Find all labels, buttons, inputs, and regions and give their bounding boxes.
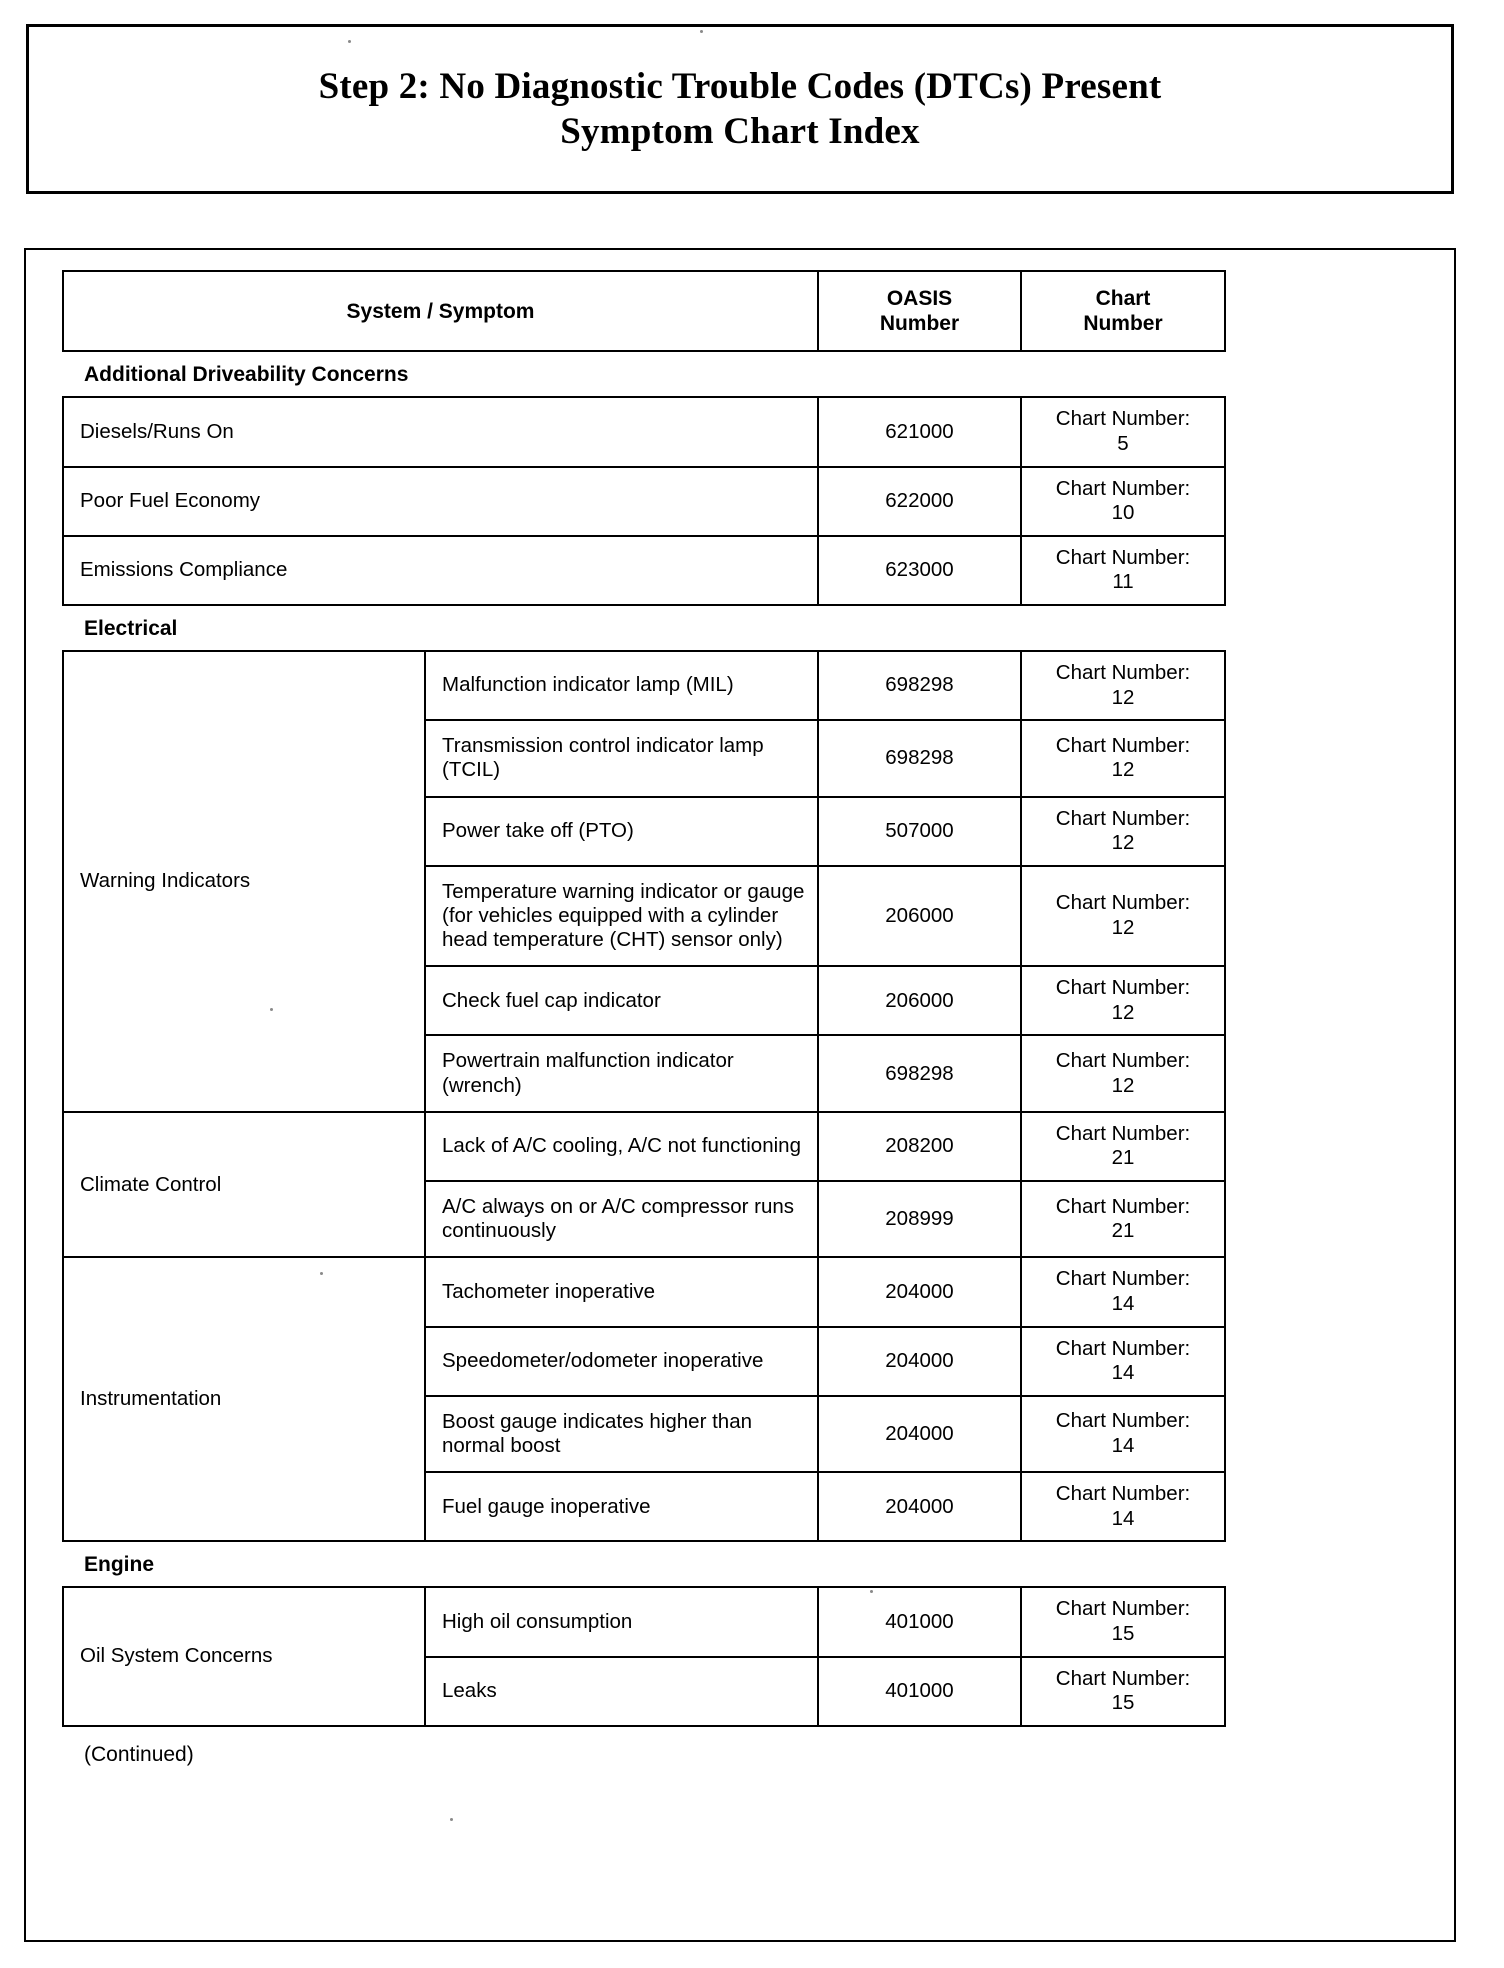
oasis-cell: 401000 [818,1657,1021,1726]
symptom-cell: Speedometer/odometer inoperative [425,1327,818,1396]
oasis-cell: 623000 [818,536,1021,605]
table-row [63,1112,1225,1181]
page-title-line-1: Step 2: No Diagnostic Trouble Codes (DTCs) Present [318,65,1162,107]
chart-label: Chart Number: [1055,976,1191,1000]
section-heading-engine: Engine [84,1553,155,1577]
chart-cell [1021,651,1225,720]
chart-cell [1021,1327,1225,1396]
symptom-cell: Temperature warning indicator or gauge (for vehicles equipped with a cylinder head temperature (CHT) sensor only) [425,866,818,967]
chart-cell [1021,467,1225,536]
chart-cell [1021,866,1225,967]
scan-speck [450,1818,453,1821]
chart-cell [1021,536,1225,605]
table-additional-driveability [62,396,1226,606]
oasis-cell: 698298 [818,720,1021,796]
symptom-cell: Check fuel cap indicator [425,966,818,1035]
symptom-chart-frame [24,248,1456,1942]
symptom-cell: Poor Fuel Economy [63,467,818,536]
chart-cell [1021,1472,1225,1541]
chart-label: Chart Number: [1055,1049,1191,1073]
chart-value: 10 [1111,501,1135,525]
chart-header-line-2: Number [1083,312,1163,336]
oasis-header-line-2: Number [879,312,960,336]
chart-label: Chart Number: [1055,1482,1191,1506]
chart-cell [1021,1396,1225,1472]
scan-speck [700,30,703,33]
chart-label: Chart Number: [1055,1597,1191,1621]
chart-value: 21 [1111,1146,1135,1170]
chart-value: 15 [1111,1621,1135,1645]
table-row [63,536,1225,605]
chart-value: 12 [1111,831,1135,855]
oasis-cell: 698298 [818,651,1021,720]
chart-label: Chart Number: [1055,1409,1191,1433]
table-row [63,1587,1225,1656]
symptom-cell: Powertrain malfunction indicator (wrench) [425,1035,818,1111]
scan-speck [870,1590,873,1593]
chart-label: Chart Number: [1055,733,1191,757]
scan-speck [270,1008,273,1011]
table-electrical [62,650,1226,1542]
chart-value: 11 [1112,570,1134,594]
column-header-chart-number [1021,271,1225,351]
chart-label: Chart Number: [1055,891,1191,915]
chart-cell [1021,966,1225,1035]
table-row [63,467,1225,536]
oasis-cell: 204000 [818,1472,1021,1541]
chart-cell [1021,1112,1225,1181]
chart-value: 12 [1111,685,1135,709]
table-header [62,270,1226,352]
symptom-cell: High oil consumption [425,1587,818,1656]
chart-cell [1021,1657,1225,1726]
chart-value: 15 [1111,1691,1135,1715]
column-header-system-symptom: System / Symptom [63,271,818,351]
chart-cell [1021,397,1225,466]
chart-value: 12 [1111,758,1135,782]
chart-value: 12 [1111,1073,1135,1097]
symptom-cell: Emissions Compliance [63,536,818,605]
chart-label: Chart Number: [1055,660,1191,684]
section-heading-additional-driveability: Additional Driveability Concerns [84,363,409,387]
symptom-cell: Boost gauge indicates higher than normal boost [425,1396,818,1472]
oasis-cell: 622000 [818,467,1021,536]
chart-cell [1021,797,1225,866]
symptom-cell: Tachometer inoperative [425,1257,818,1326]
symptom-cell: Lack of A/C cooling, A/C not functioning [425,1112,818,1181]
table-row [63,397,1225,466]
chart-value: 12 [1111,1000,1135,1024]
chart-label: Chart Number: [1055,545,1191,569]
table-row [63,651,1225,720]
symptom-cell: Malfunction indicator lamp (MIL) [425,651,818,720]
group-label-oil-system-concerns: Oil System Concerns [63,1587,425,1725]
oasis-header-line-1: OASIS [886,287,953,310]
chart-label: Chart Number: [1055,1121,1191,1145]
chart-label: Chart Number: [1055,476,1191,500]
group-label-warning-indicators: Warning Indicators [63,651,425,1112]
chart-value: 5 [1117,431,1129,455]
symptom-cell: Leaks [425,1657,818,1726]
table-engine [62,1586,1226,1726]
chart-value: 14 [1111,1506,1135,1530]
symptom-cell: Diesels/Runs On [63,397,818,466]
chart-value: 21 [1111,1219,1135,1243]
symptom-cell: A/C always on or A/C compressor runs continuously [425,1181,818,1257]
oasis-cell: 401000 [818,1587,1021,1656]
group-label-instrumentation: Instrumentation [63,1257,425,1541]
scan-speck [348,40,351,43]
table-row [63,1257,1225,1326]
symptom-cell: Power take off (PTO) [425,797,818,866]
scan-speck [320,1272,323,1275]
section-heading-electrical: Electrical [84,616,178,640]
chart-label: Chart Number: [1055,1267,1191,1291]
oasis-cell: 507000 [818,797,1021,866]
continued-note: (Continued) [84,1742,194,1766]
chart-value: 12 [1111,915,1135,939]
chart-cell [1021,1257,1225,1326]
chart-value: 14 [1111,1291,1135,1315]
chart-label: Chart Number: [1055,806,1191,830]
oasis-cell: 208200 [818,1112,1021,1181]
table-header-row [63,271,1225,351]
oasis-cell: 698298 [818,1035,1021,1111]
group-label-climate-control: Climate Control [63,1112,425,1258]
document-title-box [26,24,1454,194]
chart-value: 14 [1111,1361,1135,1385]
symptom-cell: Fuel gauge inoperative [425,1472,818,1541]
symptom-cell: Transmission control indicator lamp (TCIL) [425,720,818,796]
chart-label: Chart Number: [1055,1666,1191,1690]
chart-cell [1021,1181,1225,1257]
oasis-cell: 204000 [818,1396,1021,1472]
chart-value: 14 [1111,1433,1135,1457]
chart-cell [1021,1035,1225,1111]
chart-label: Chart Number: [1055,1194,1191,1218]
oasis-cell: 621000 [818,397,1021,466]
chart-header-line-1: Chart [1095,287,1151,310]
chart-cell [1021,1587,1225,1656]
page-title-line-2: Symptom Chart Index [560,111,920,152]
column-header-oasis-number [818,271,1021,351]
oasis-cell: 208999 [818,1181,1021,1257]
oasis-cell: 204000 [818,1257,1021,1326]
oasis-cell: 204000 [818,1327,1021,1396]
chart-cell [1021,720,1225,796]
oasis-cell: 206000 [818,966,1021,1035]
oasis-cell: 206000 [818,866,1021,967]
chart-label: Chart Number: [1055,407,1191,431]
chart-label: Chart Number: [1055,1336,1191,1360]
